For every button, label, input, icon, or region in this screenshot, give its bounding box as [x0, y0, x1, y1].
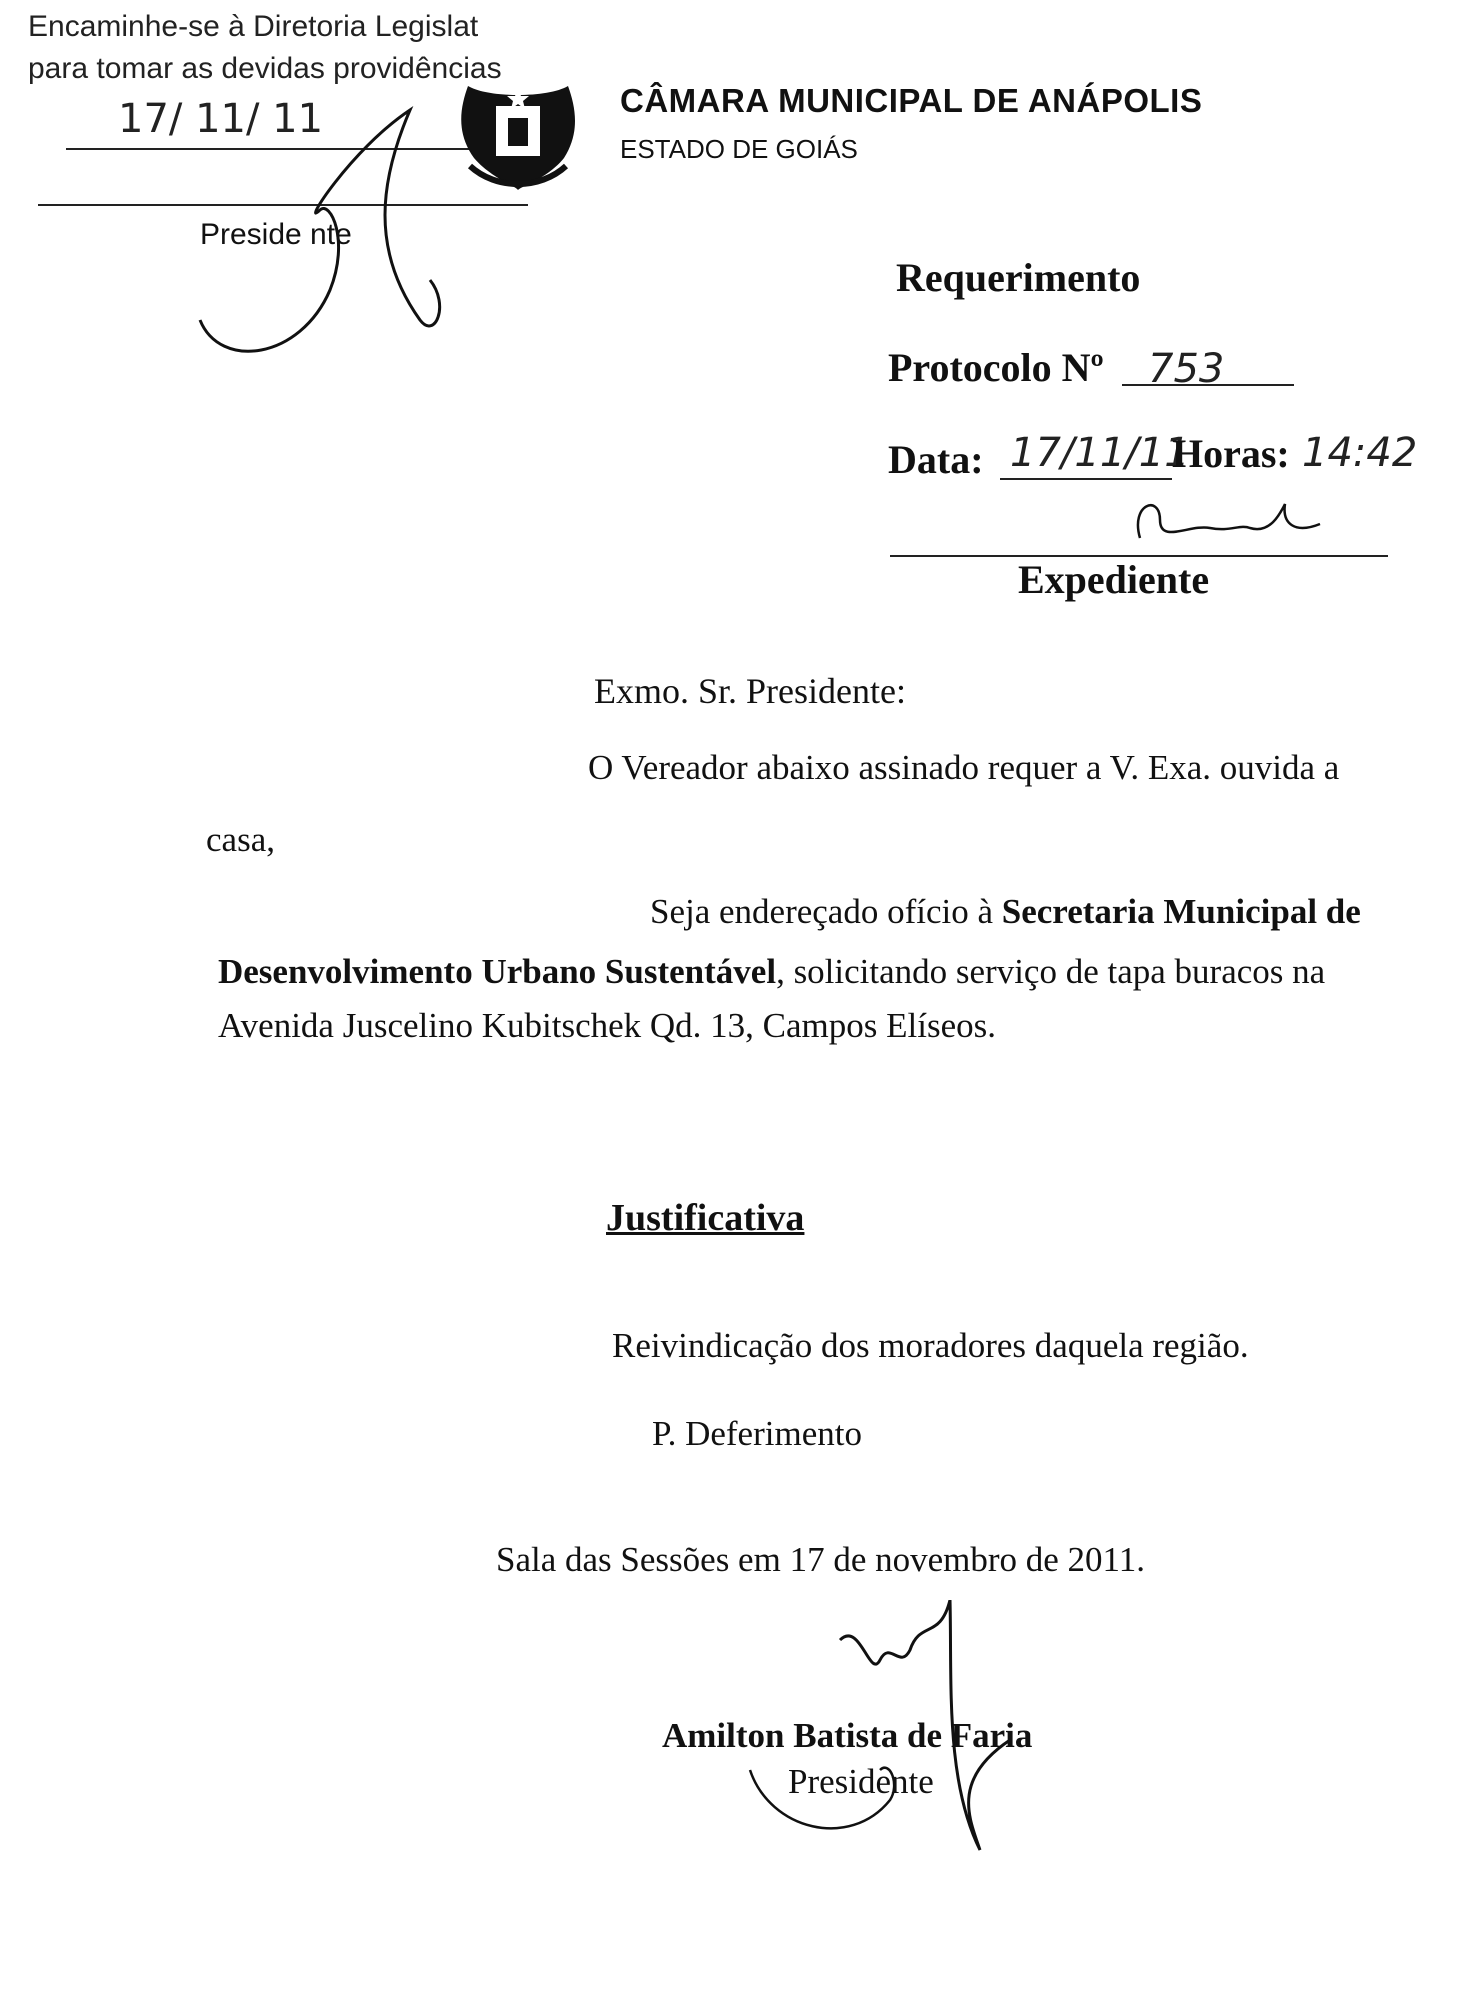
date-value: 17/11/11	[1010, 430, 1190, 476]
signatory-name: Amilton Batista de Faria	[662, 1716, 1033, 1755]
paragraph-2-line-2	[218, 952, 1325, 992]
paragraph-2-request: , solicitando serviço de tapa buracos na	[776, 952, 1326, 991]
paragraph-2-line-3: Avenida Juscelino Kubitschek Qd. 13, Campos Elíseos.	[218, 1006, 996, 1045]
institution-title: CÂMARA MUNICIPAL DE ANÁPOLIS	[620, 82, 1203, 119]
closing: P. Deferimento	[652, 1414, 862, 1453]
time-label: Horas:	[1172, 431, 1290, 476]
justification-title: Justificativa	[606, 1197, 805, 1239]
time-value: 14:42	[1302, 430, 1418, 476]
place-date: Sala das Sessões em 17 de novembro de 2011.	[496, 1540, 1146, 1579]
protocol-label: Protocolo Nº	[888, 345, 1104, 390]
date-label: Data:	[888, 437, 984, 482]
justification-text: Reivindicação dos moradores daquela região.	[612, 1326, 1249, 1365]
stamp-president-label: Preside nte	[200, 218, 352, 251]
protocol-line	[1122, 384, 1294, 386]
institution-subtitle: ESTADO DE GOIÁS	[620, 134, 858, 164]
expediente-signature-icon	[1120, 494, 1340, 554]
salutation: Exmo. Sr. Presidente:	[594, 671, 906, 711]
paragraph-1-line-2: casa,	[206, 820, 275, 859]
stamp-signature-line	[38, 204, 528, 206]
stamp-line-2: para tomar as devidas providências	[28, 52, 502, 85]
document-type: Requerimento	[896, 255, 1141, 300]
signatory-role: Presidente	[788, 1762, 934, 1801]
secretaria-name-cont: Desenvolvimento Urbano Sustentável	[218, 952, 777, 991]
paragraph-2-line-1	[650, 892, 1361, 932]
protocol-value: 753	[1148, 346, 1225, 392]
stamp-line-1: Encaminhe-se à Diretoria Legislat	[28, 10, 479, 43]
section-label: Expediente	[1018, 557, 1210, 602]
stamp-date-handwritten: 17/ 11/ 11	[118, 96, 324, 142]
paragraph-2-text: Seja endereçado ofício à	[650, 892, 1002, 931]
date-line	[1000, 478, 1172, 480]
municipal-crest-icon	[456, 78, 581, 198]
paragraph-1-line-1: O Vereador abaixo assinado requer a V. Exa. ouvida a	[588, 748, 1340, 787]
secretaria-name: Secretaria Municipal de	[1001, 892, 1361, 931]
stamp-date-line	[66, 148, 476, 150]
